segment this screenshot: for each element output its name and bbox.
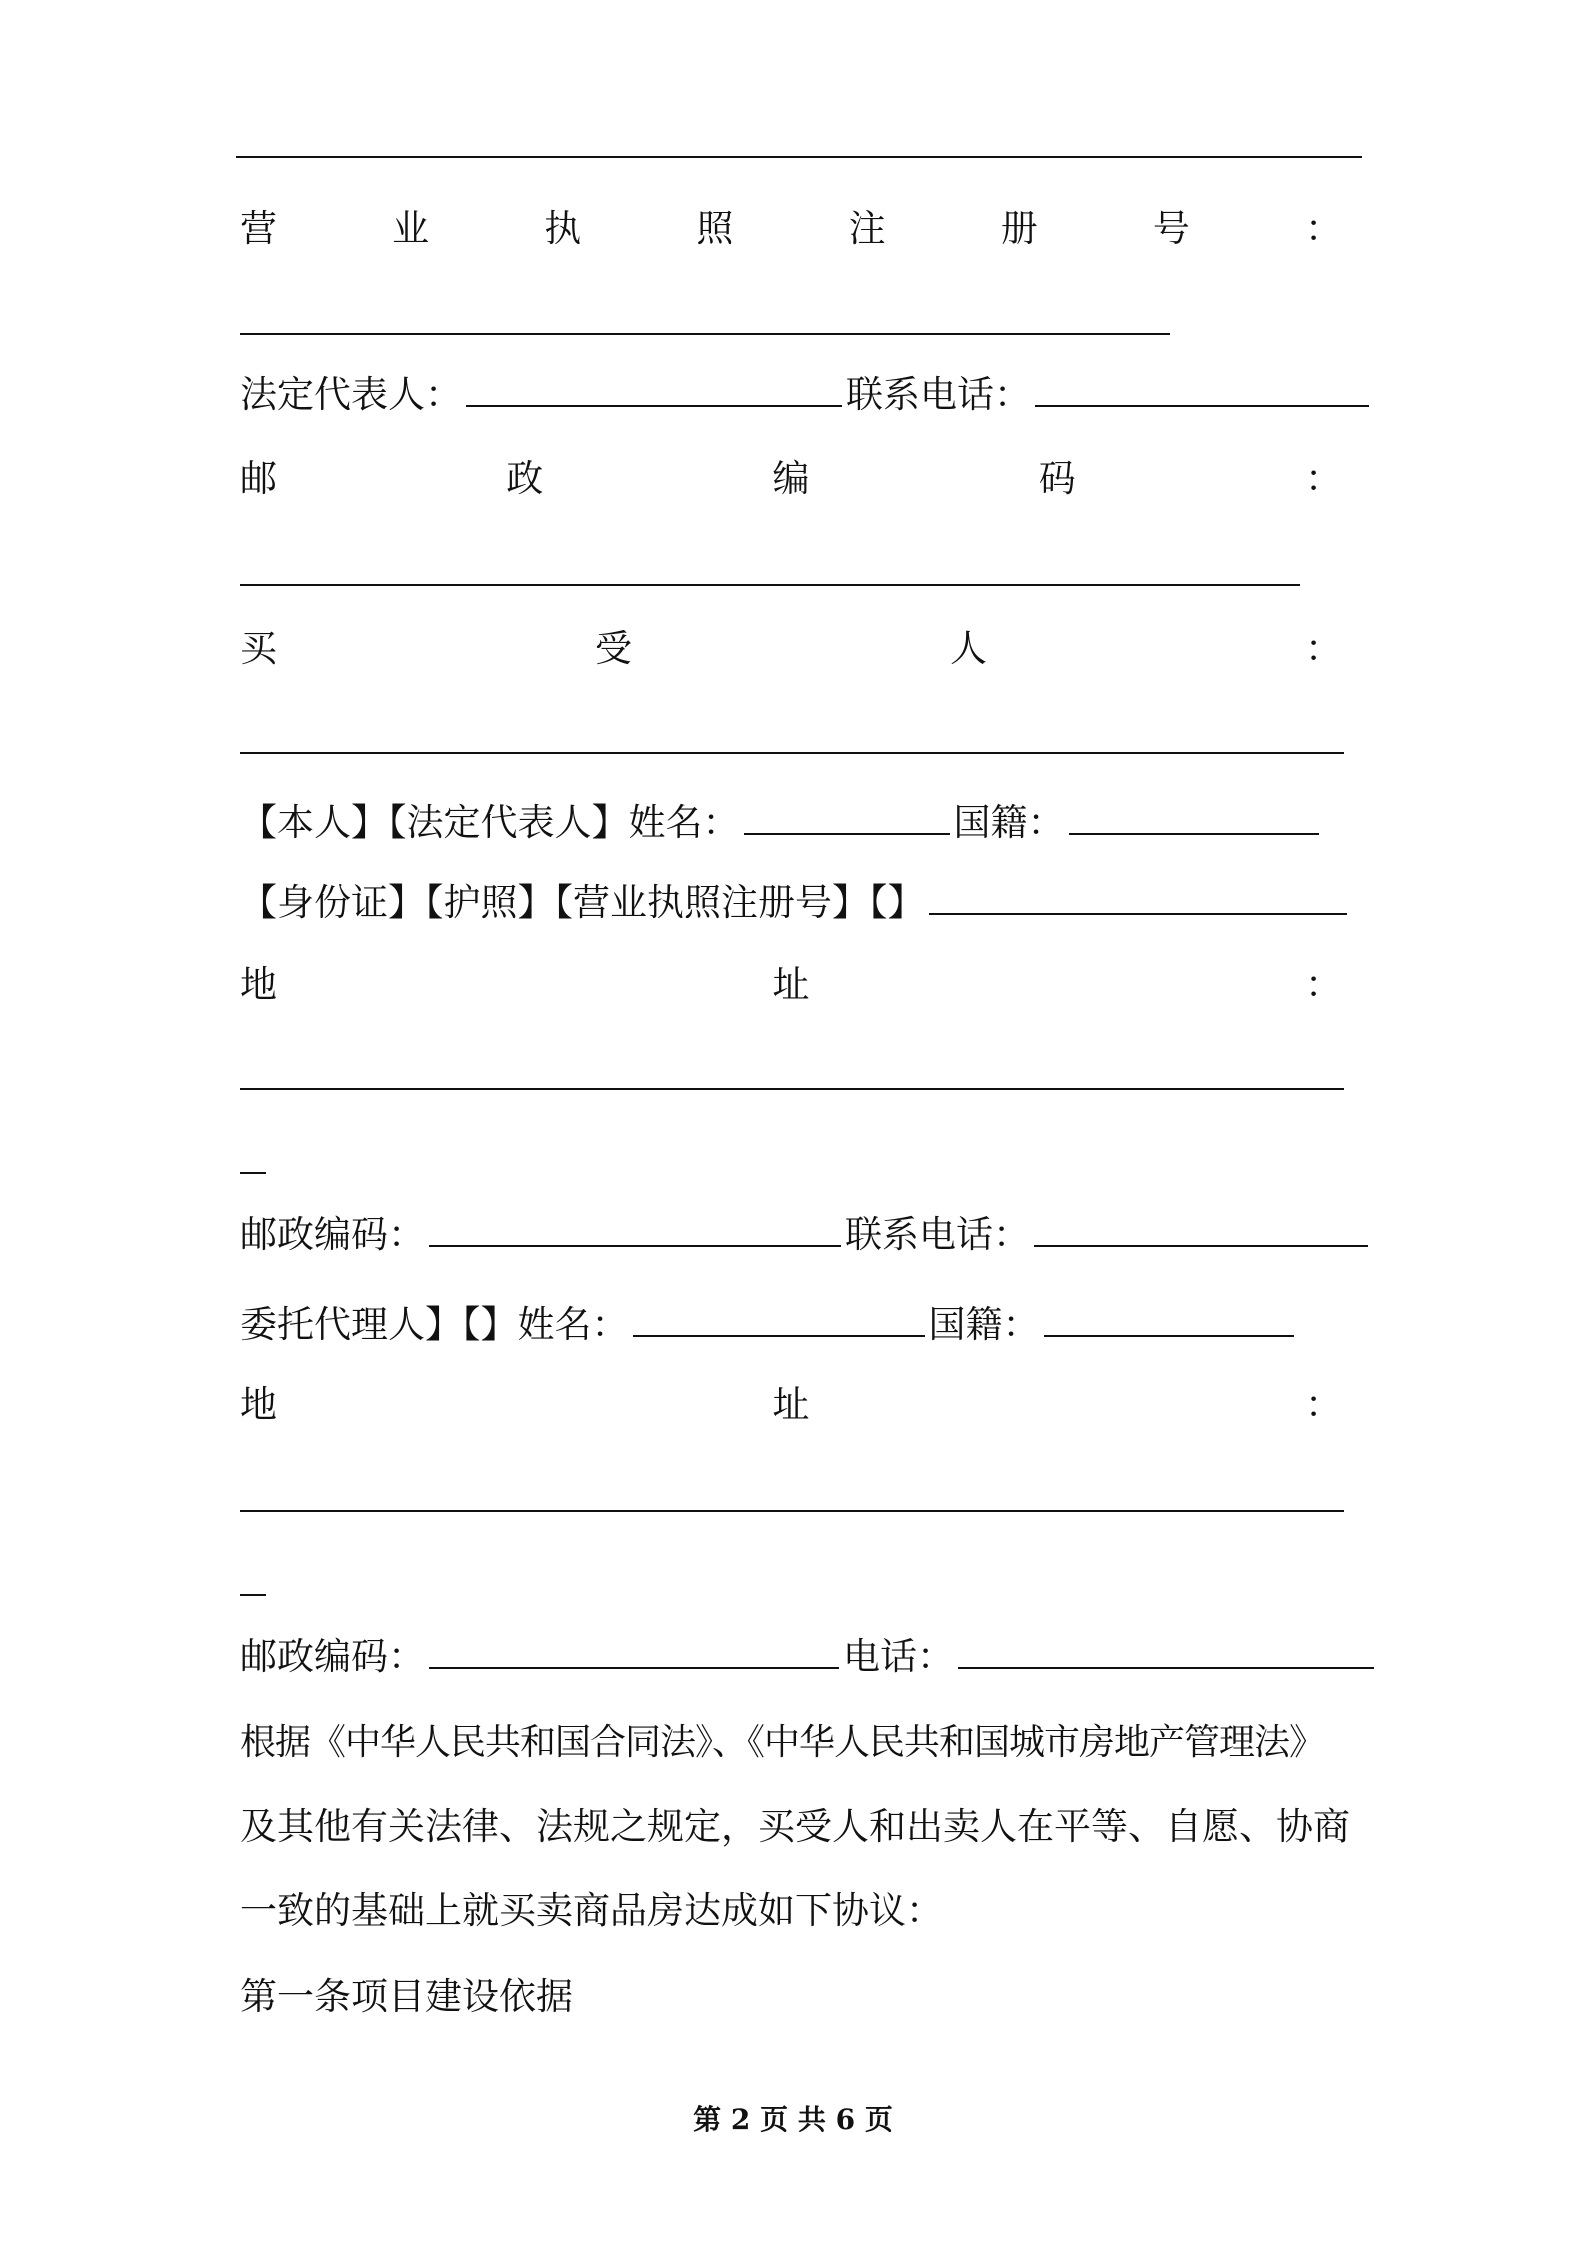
buyer-address-blank[interactable] xyxy=(240,1088,1344,1090)
buyer-address-blank-cont[interactable] xyxy=(240,1172,266,1174)
body-paragraph-line-1: 根据《中华人民共和国合同法》、《中华人民共和国城市房地产管理法》 xyxy=(240,1722,1325,1763)
agent-postal-label: 邮政编码： xyxy=(240,1635,425,1678)
license-number-label: 营 业 执 照 注 册 号 ： xyxy=(240,207,1342,250)
buyer-name-blank[interactable] xyxy=(744,832,950,835)
agent-address-blank[interactable] xyxy=(240,1510,1344,1512)
phone-label: 联系电话： xyxy=(846,373,1031,416)
agent-postal-blank[interactable] xyxy=(429,1666,839,1669)
agent-nationality-label: 国籍： xyxy=(928,1303,1040,1346)
buyer-identity-row xyxy=(240,796,1323,850)
agent-nationality-blank[interactable] xyxy=(1044,1334,1294,1337)
agent-phone-label: 电话： xyxy=(843,1635,954,1678)
seller-postal-label: 邮 政 编 码 ： xyxy=(240,457,1342,500)
buyer-id-blank[interactable] xyxy=(929,912,1347,915)
agent-address-blank-cont[interactable] xyxy=(240,1594,266,1596)
buyer-id-label: 【身份证】【护照】【营业执照注册号】【】 xyxy=(240,881,925,924)
buyer-nationality-label: 国籍： xyxy=(953,801,1065,844)
buyer-postal-row xyxy=(240,1208,1372,1262)
buyer-phone-label: 联系电话： xyxy=(845,1213,1030,1256)
buyer-nationality-blank[interactable] xyxy=(1069,832,1319,835)
page-footer: 第 2 页 共 6 页 xyxy=(693,2103,893,2136)
buyer-phone-blank[interactable] xyxy=(1034,1244,1368,1247)
agent-postal-row xyxy=(240,1630,1378,1684)
buyer-name-label: 【本人】【法定代表人】姓名： xyxy=(240,801,740,844)
agent-phone-blank[interactable] xyxy=(958,1666,1374,1669)
seller-postal-blank[interactable] xyxy=(240,584,1300,586)
buyer-blank[interactable] xyxy=(240,752,1344,754)
agent-row xyxy=(240,1298,1298,1352)
agent-name-label: 委托代理人】【】姓名： xyxy=(240,1303,629,1346)
agent-name-blank[interactable] xyxy=(633,1334,925,1337)
buyer-postal-blank[interactable] xyxy=(429,1244,841,1247)
license-number-blank[interactable] xyxy=(240,333,1170,335)
agent-address-label: 地 址 ： xyxy=(240,1383,1342,1426)
phone-blank[interactable] xyxy=(1035,404,1369,407)
buyer-label: 买 受 人 ： xyxy=(240,627,1342,670)
legal-rep-label: 法定代表人： xyxy=(240,373,462,416)
body-paragraph-line-2: 及其他有关法律、法规之规定，买受人和出卖人在平等、自愿、协商 xyxy=(240,1805,1350,1848)
legal-rep-blank[interactable] xyxy=(466,404,842,407)
legal-rep-row xyxy=(240,368,1373,422)
buyer-postal-label: 邮政编码： xyxy=(240,1213,425,1256)
buyer-address-label: 地 址 ： xyxy=(240,963,1342,1006)
header-rule xyxy=(236,156,1362,158)
body-paragraph-line-3: 一致的基础上就买卖商品房达成如下协议： xyxy=(240,1889,943,1932)
article-1-title: 第一条项目建设依据 xyxy=(240,1975,573,2018)
buyer-id-row xyxy=(240,876,1351,930)
